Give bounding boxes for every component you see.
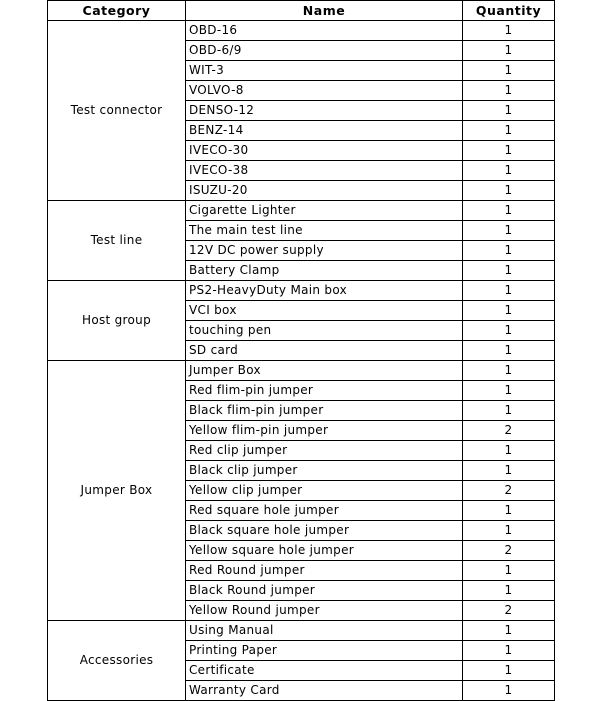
item-name-cell: Certificate [186,661,463,681]
item-name-cell: Red flim-pin jumper [186,381,463,401]
item-name-cell: Cigarette Lighter [186,201,463,221]
item-name-cell: Warranty Card [186,681,463,701]
table-row [48,621,555,641]
item-quantity-cell: 1 [463,581,555,601]
item-name-cell: The main test line [186,221,463,241]
header-row [48,1,555,21]
item-name-cell: Red square hole jumper [186,501,463,521]
item-name-cell: 12V DC power supply [186,241,463,261]
item-quantity-cell: 1 [463,641,555,661]
item-quantity-cell: 2 [463,421,555,441]
item-quantity-cell: 2 [463,601,555,621]
item-quantity-cell: 1 [463,81,555,101]
item-quantity-cell: 1 [463,161,555,181]
item-name-cell: Red Round jumper [186,561,463,581]
table-row [48,21,555,41]
category-cell: Jumper Box [48,361,186,621]
item-name-cell: IVECO-38 [186,161,463,181]
item-quantity-cell: 1 [463,401,555,421]
item-name-cell: Battery Clamp [186,261,463,281]
item-quantity-cell: 1 [463,321,555,341]
item-quantity-cell: 1 [463,61,555,81]
table-row [48,361,555,381]
table-row [48,281,555,301]
category-cell: Accessories [48,621,186,701]
item-quantity-cell: 1 [463,681,555,701]
item-quantity-cell: 1 [463,441,555,461]
item-quantity-cell: 1 [463,201,555,221]
item-quantity-cell: 1 [463,41,555,61]
item-quantity-cell: 1 [463,501,555,521]
category-cell: Test connector [48,21,186,201]
item-name-cell: Yellow Round jumper [186,601,463,621]
table-body [48,21,555,701]
item-name-cell: VCI box [186,301,463,321]
item-name-cell: PS2-HeavyDuty Main box [186,281,463,301]
item-quantity-cell: 1 [463,181,555,201]
item-name-cell: VOLVO-8 [186,81,463,101]
category-cell: Test line [48,201,186,281]
item-quantity-cell: 1 [463,561,555,581]
item-name-cell: Black clip jumper [186,461,463,481]
item-name-cell: Red clip jumper [186,441,463,461]
item-quantity-cell: 1 [463,101,555,121]
category-cell: Host group [48,281,186,361]
item-name-cell: touching pen [186,321,463,341]
item-name-cell: WIT-3 [186,61,463,81]
item-quantity-cell: 1 [463,281,555,301]
item-quantity-cell: 1 [463,21,555,41]
item-name-cell: BENZ-14 [186,121,463,141]
item-quantity-cell: 1 [463,621,555,641]
item-name-cell: Black flim-pin jumper [186,401,463,421]
item-name-cell: IVECO-30 [186,141,463,161]
item-quantity-cell: 1 [463,141,555,161]
item-quantity-cell: 1 [463,361,555,381]
item-name-cell: DENSO-12 [186,101,463,121]
item-name-cell: Using Manual [186,621,463,641]
item-quantity-cell: 1 [463,301,555,321]
item-quantity-cell: 1 [463,661,555,681]
item-name-cell: Jumper Box [186,361,463,381]
item-quantity-cell: 2 [463,541,555,561]
item-quantity-cell: 1 [463,381,555,401]
item-name-cell: Printing Paper [186,641,463,661]
header-quantity: Quantity [463,1,555,21]
header-category: Category [48,1,186,21]
item-name-cell: Black square hole jumper [186,521,463,541]
packing-list [47,0,555,701]
item-quantity-cell: 1 [463,521,555,541]
item-quantity-cell: 1 [463,121,555,141]
item-name-cell: Yellow flim-pin jumper [186,421,463,441]
item-name-cell: OBD-16 [186,21,463,41]
item-name-cell: Yellow clip jumper [186,481,463,501]
item-name-cell: SD card [186,341,463,361]
item-name-cell: Black Round jumper [186,581,463,601]
item-quantity-cell: 2 [463,481,555,501]
item-name-cell: OBD-6/9 [186,41,463,61]
item-quantity-cell: 1 [463,221,555,241]
item-name-cell: ISUZU-20 [186,181,463,201]
header-name: Name [186,1,463,21]
item-quantity-cell: 1 [463,241,555,261]
item-name-cell: Yellow square hole jumper [186,541,463,561]
item-quantity-cell: 1 [463,261,555,281]
item-quantity-cell: 1 [463,461,555,481]
table-row [48,201,555,221]
item-quantity-cell: 1 [463,341,555,361]
packing-list-table [47,0,555,701]
